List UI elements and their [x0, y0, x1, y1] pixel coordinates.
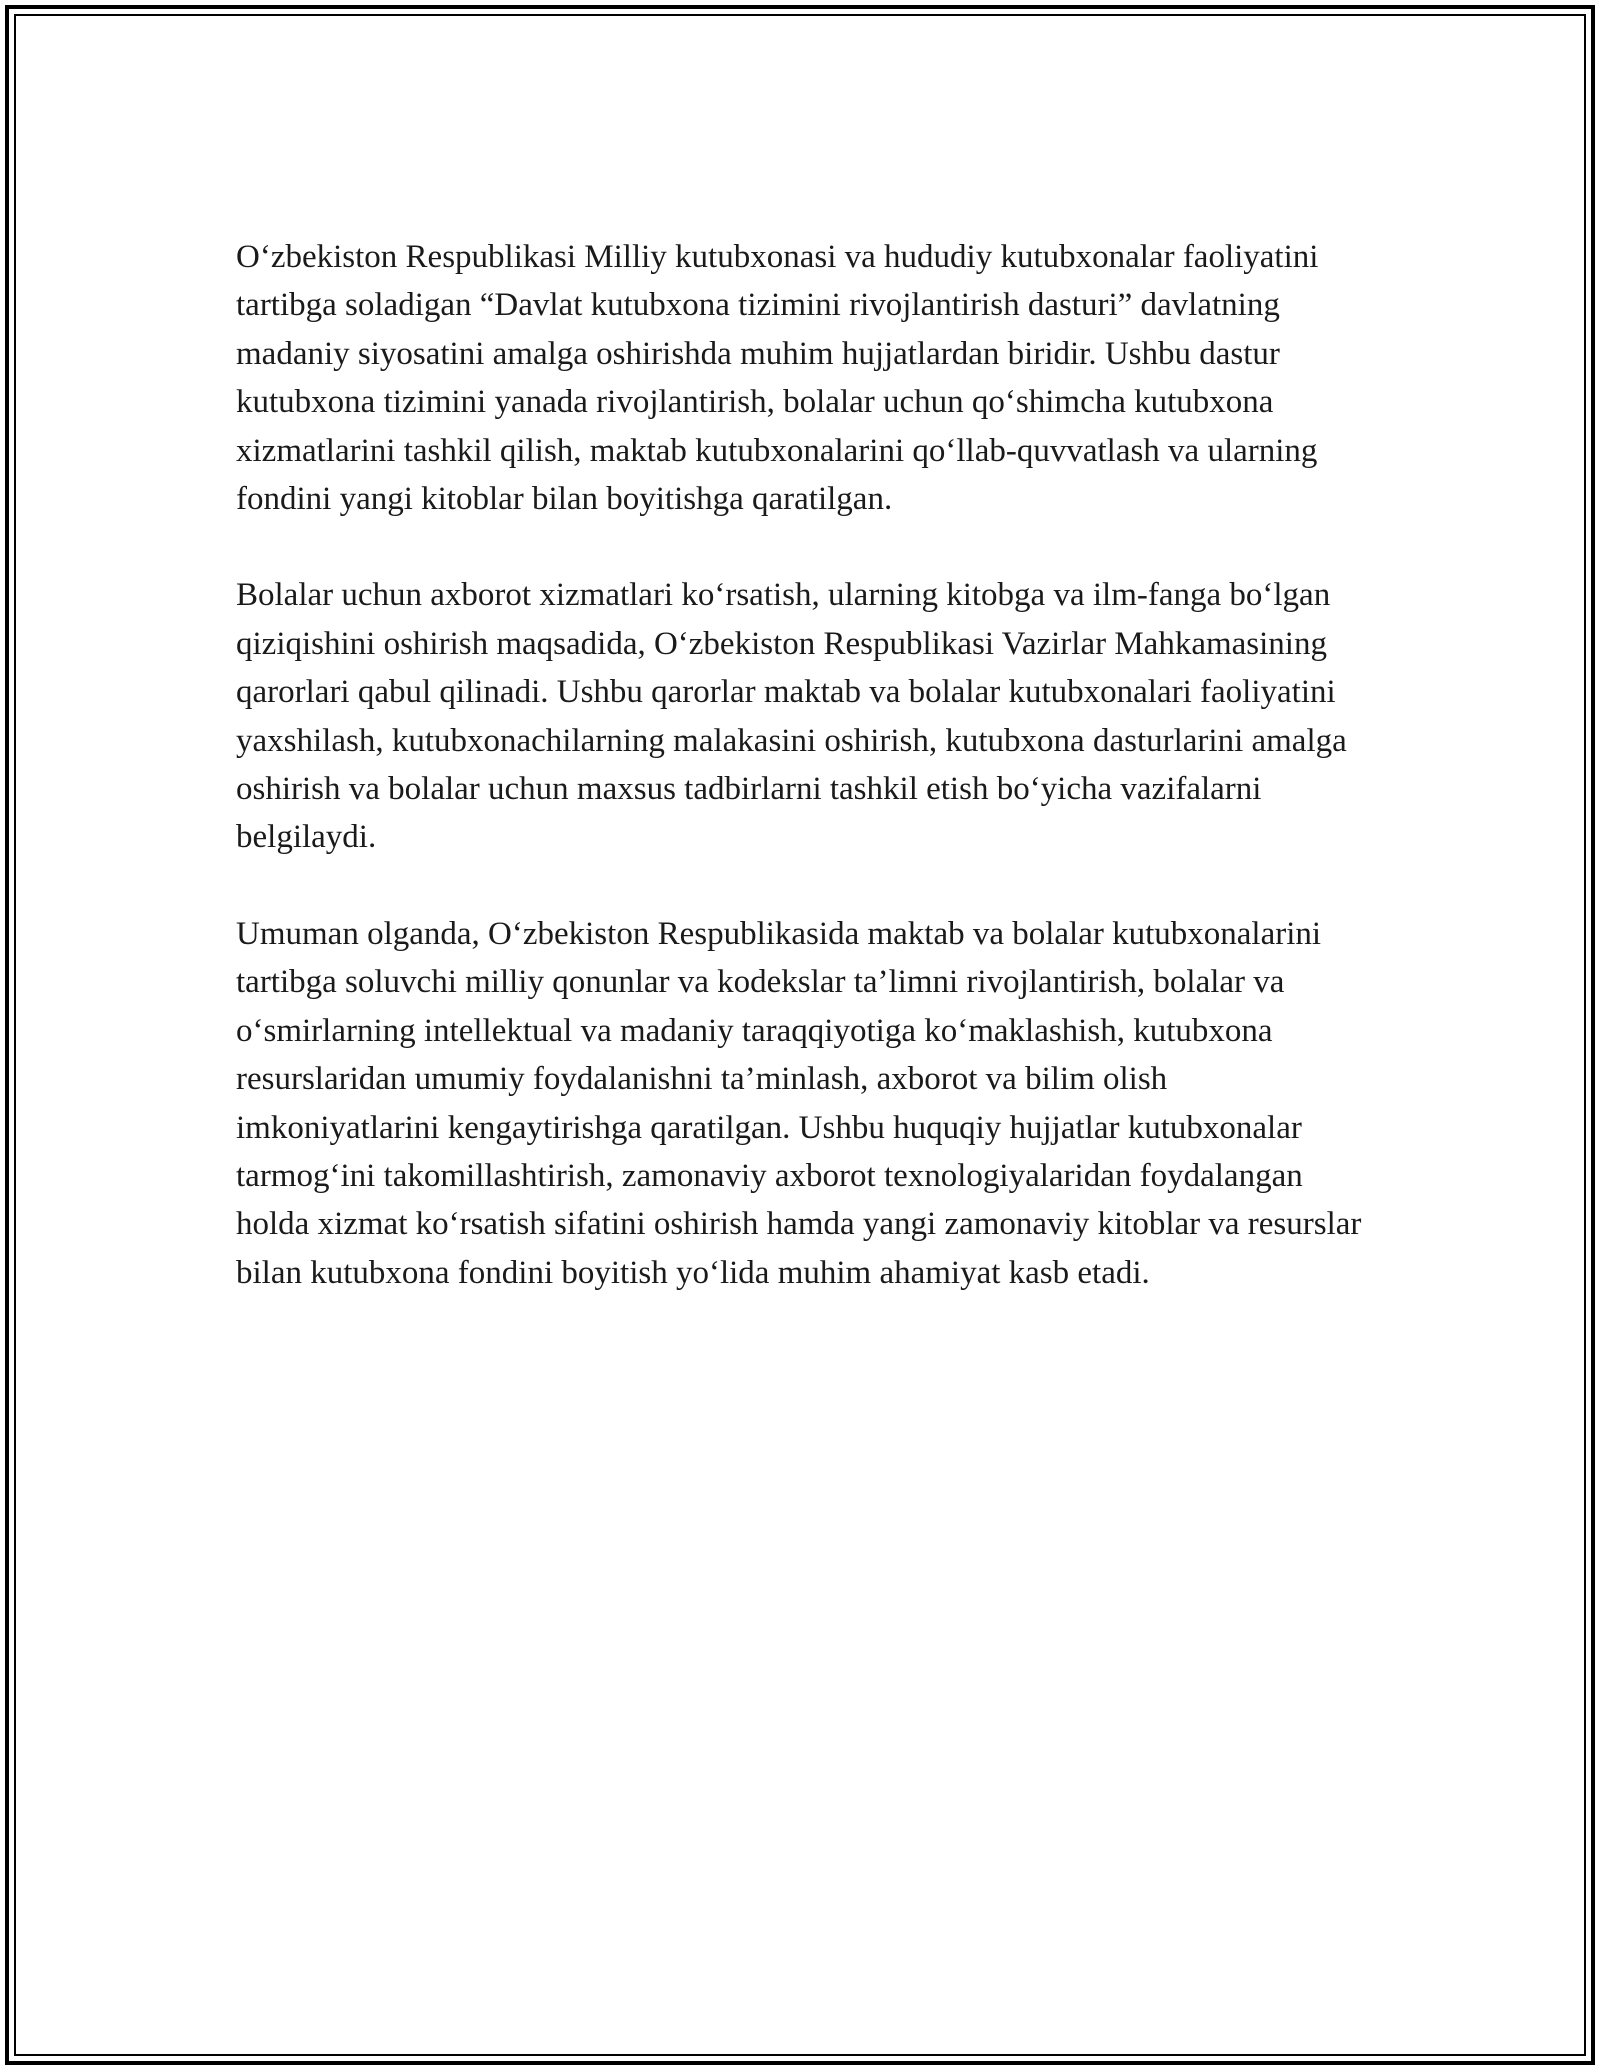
paragraph-1: O‘zbekiston Respublikasi Milliy kutubxonasi va hududiy kutubxonalar faoliyatini tartibga soladigan “Davlat kutubxona tizimini rivojlantirish dasturi” davlatning madaniy siyosatini amalga oshirishda muhim hujjatlardan biridir. Ushbu dastur kutubxona tizimini yanada rivojlantirish, bolalar uchun qo‘shimcha kutubxona xizmatlarini tashkil qilish, maktab kutubxonalarini qo‘llab-quvvatlash va ularning fondini yangi kitoblar bilan boyitishga qaratilgan.: [236, 239, 1319, 518]
paragraph-3: Umuman olganda, O‘zbekiston Respublikasida maktab va bolalar kutubxonalarini tartibga soluvchi milliy qonunlar va kodekslar ta’limni rivojlantirish, bolalar va o‘smirlarning intellektual va madaniy taraqqiyotiga ko‘maklashish, kutubxona resurslaridan umumiy foydalanishni ta’minlash, axborot va bilim olish imkoniyatlarini kengaytirishga qaratilgan. Ushbu huquqiy hujjatlar kutubxonalar tarmog‘ini takomillashtirish, zamonaviy axborot texnologiyalaridan foydalangan holda xizmat ko‘rsatish sifatini oshirish hamda yangi zamonaviy kitoblar va resurslar bilan kutubxona fondini boyitish yo‘lida muhim ahamiyat kasb etadi.: [236, 915, 1362, 1291]
document-body: [236, 233, 1366, 1345]
paragraph-2: Bolalar uchun axborot xizmatlari ko‘rsatish, ularning kitobga va ilm-fanga bo‘lgan qiziqishini oshirish maqsadida, O‘zbekiston Respublikasi Vazirlar Mahkamasining qarorlari qabul qilinadi. Ushbu qarorlar maktab va bolalar kutubxonalari faoliyatini yaxshilash, kutubxonachilarning malakasini oshirish, kutubxona dasturlarini amalga oshirish va bolalar uchun maxsus tadbirlarni tashkil etish bo‘yicha vazifalarni belgilaydi.: [236, 577, 1347, 856]
